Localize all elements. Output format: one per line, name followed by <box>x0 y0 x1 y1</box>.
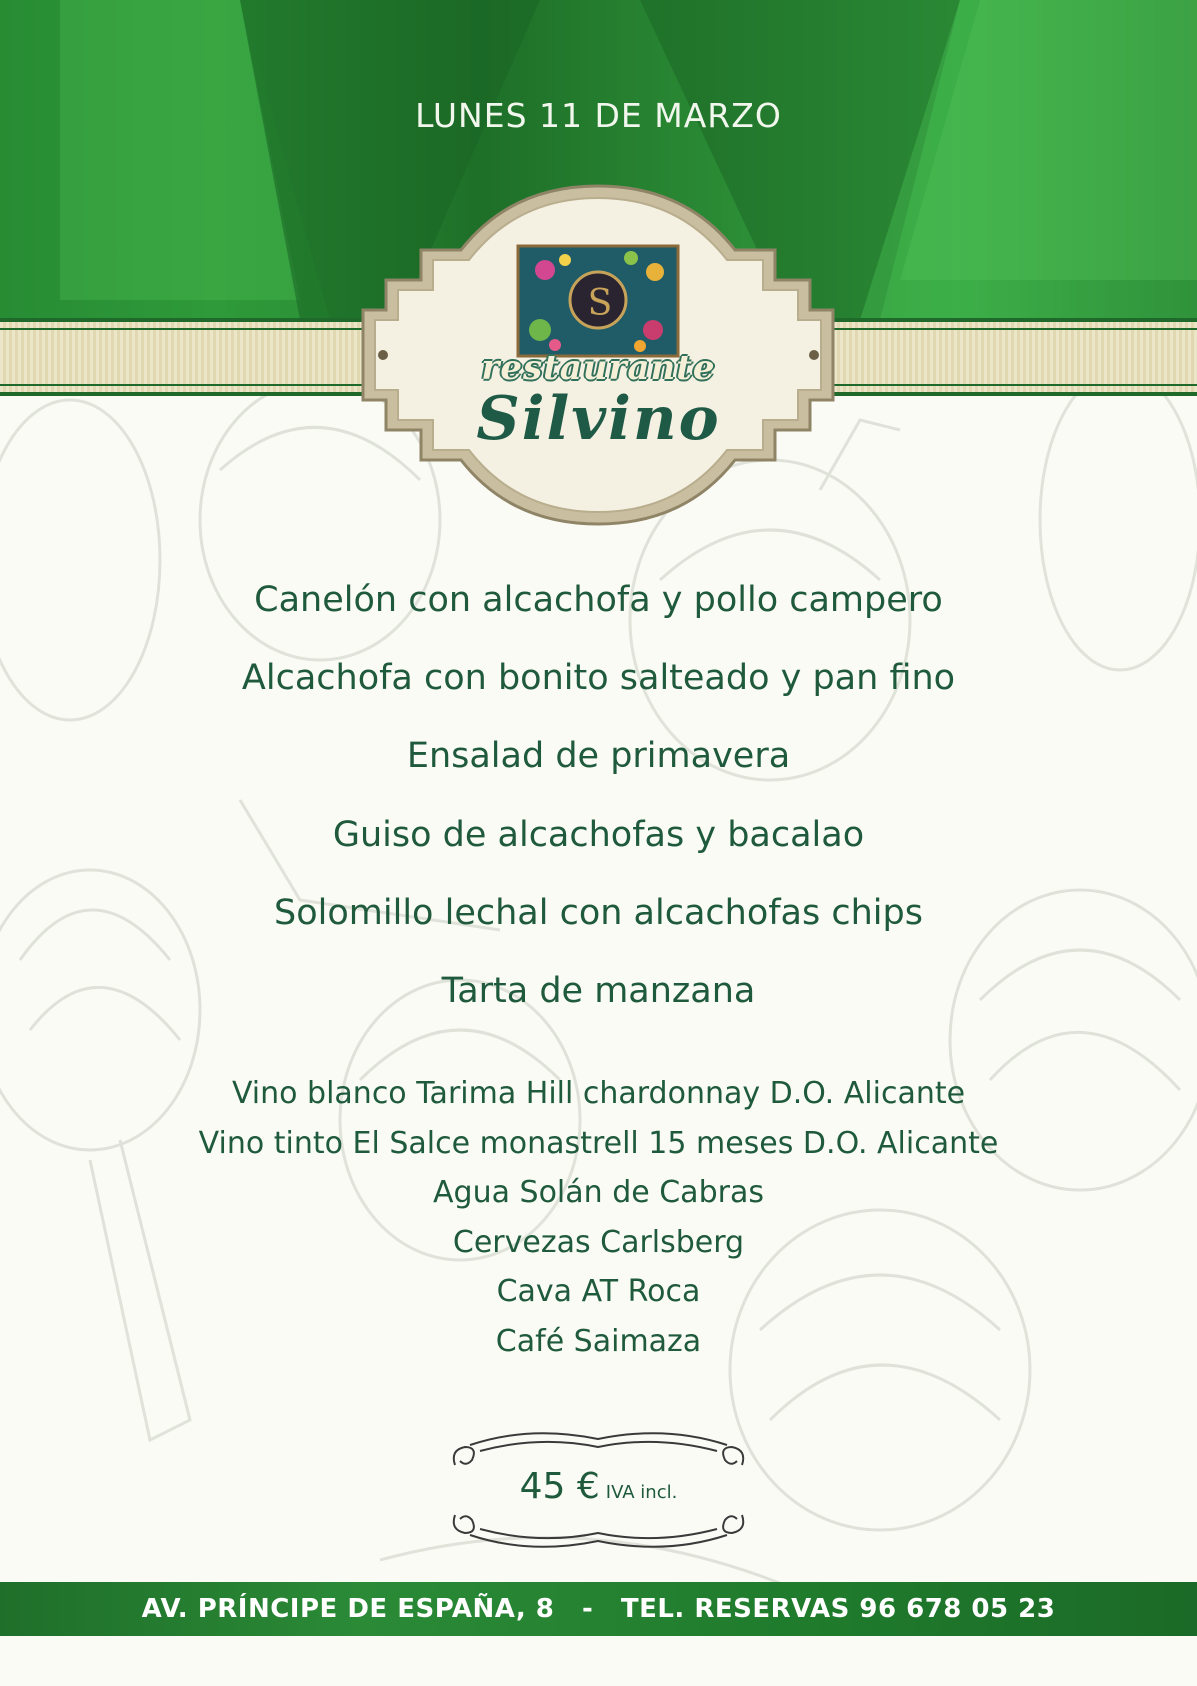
drink-item: Café Saimaza <box>495 1324 702 1359</box>
menu-dish: Ensalad de primavera <box>406 736 791 776</box>
footer-contact <box>0 1594 1197 1624</box>
menu-dish: Canelón con alcachofa y pollo campero <box>254 580 943 620</box>
drink-item: Cervezas Carlsberg <box>452 1225 745 1260</box>
footer-address: AV. PRÍNCIPE DE ESPAÑA, 8 <box>141 1594 555 1624</box>
menu-dish: Alcachofa con bonito salteado y pan fino <box>241 658 956 698</box>
price-note: IVA incl. <box>605 1482 678 1503</box>
monogram-s: S <box>587 283 613 324</box>
menu-dish: Solomillo lechal con alcachofas chips <box>274 893 923 933</box>
brand-subtitle: restaurante <box>481 348 716 388</box>
menu-dish: Guiso de alcachofas y bacalao <box>332 815 865 855</box>
event-date: LUNES 11 DE MARZO <box>415 96 782 135</box>
drink-item: Vino tinto El Salce monastrell 15 meses D.O. Alicante <box>198 1126 999 1161</box>
brand-name: Silvino <box>476 384 721 454</box>
drink-item: Cava AT Roca <box>496 1274 701 1309</box>
price-amount: 45 € <box>519 1466 600 1507</box>
menu-dish: Tarta de manzana <box>441 971 756 1011</box>
drink-item: Vino blanco Tarima Hill chardonnay D.O. Alicante <box>231 1076 966 1111</box>
drink-item: Agua Solán de Cabras <box>433 1175 764 1210</box>
footer-separator: - <box>581 1594 594 1624</box>
footer-phone: TEL. RESERVAS 96 678 05 23 <box>620 1594 1056 1624</box>
price <box>0 1466 1197 1507</box>
